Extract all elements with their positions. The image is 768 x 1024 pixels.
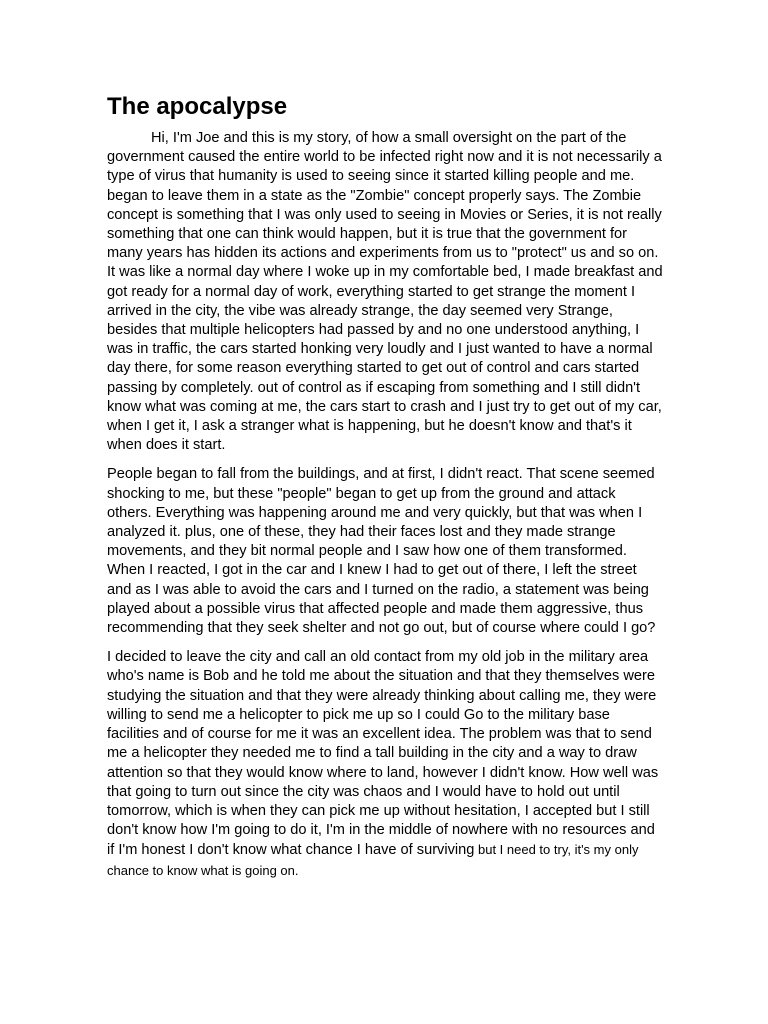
paragraph-3-tail-text: but I need to try, it's my only chance to know what is going on.: [107, 842, 639, 878]
paragraph-2: People began to fall from the buildings, and at first, I didn't react. That scene seemed shocking to me, but these "people" began to get up from the ground and attack others. Everything was happening around me and very quickly, but that was when I analyzed it. plus, one of these, they had their faces lost and they made strange movements, and they bit normal people and I saw how one of them transformed. When I reacted, I got in the car and I knew I had to get out of there, I left the street and as I was able to avoid the cars and I turned on the radio, a statement was being played about a possible virus that affected people and made them aggressive, thus recommending that they seek shelter and not go out, but of course where could I go?: [107, 466, 656, 637]
document-title: The apocalypse: [107, 93, 288, 120]
paragraph-3: [107, 648, 663, 880]
paragraph-3-main-text: I decided to leave the city and call an old contact from my old job in the military area who's name is Bob and he told me about the situation and that they themselves were studying the situation and that they were already thinking about calling me, they were willing to send me a helicopter to pick me up so I could Go to the military base facilities and of course for me it was an excellent idea. The problem was that to send me a helicopter they needed me to find a tall building in the city and a way to draw attention so that they would know where to land, however I didn't know. How well was that going to turn out since the city was chaos and I would have to hold out until tomorrow, which is when they can pick me up without hesitation, I accepted but I still don't know how I'm going to do it, I'm in the middle of nowhere with no resources and if I'm honest I don't know what chance I have of surviving: [107, 649, 659, 859]
document-page: [107, 92, 663, 891]
paragraph-1: Hi, I'm Joe and this is my story, of how a small oversight on the part of the government caused the entire world to be infected right now and it is not necessarily a type of virus that humanity is used to seeing since it started killing people and me. began to leave them in a state as the "Zombie" concept properly says. The Zombie concept is something that I was only used to seeing in Movies or Series, it is not really something that one can think would happen, but it is true that the government for many years has hidden its actions and experiments from us to "protect" us and so on. It was like a normal day where I woke up in my comfortable bed, I made breakfast and got ready for a normal day of work, everything started to get strange the moment I arrived in the city, the vibe was already strange, the day seemed very Strange, besides that multiple helicopters had passed by and no one understood anything, I was in traffic, the cars started honking very loudly and I just wanted to have a normal day there, for some reason everything started to get out of control and cars started passing by completely. out of control as if escaping from something and I still didn't know what was coming at me, the cars start to crash and I just try to get out of my car, when I get it, I ask a stranger what is happening, but he doesn't know and that's it when does it start.: [107, 130, 663, 454]
